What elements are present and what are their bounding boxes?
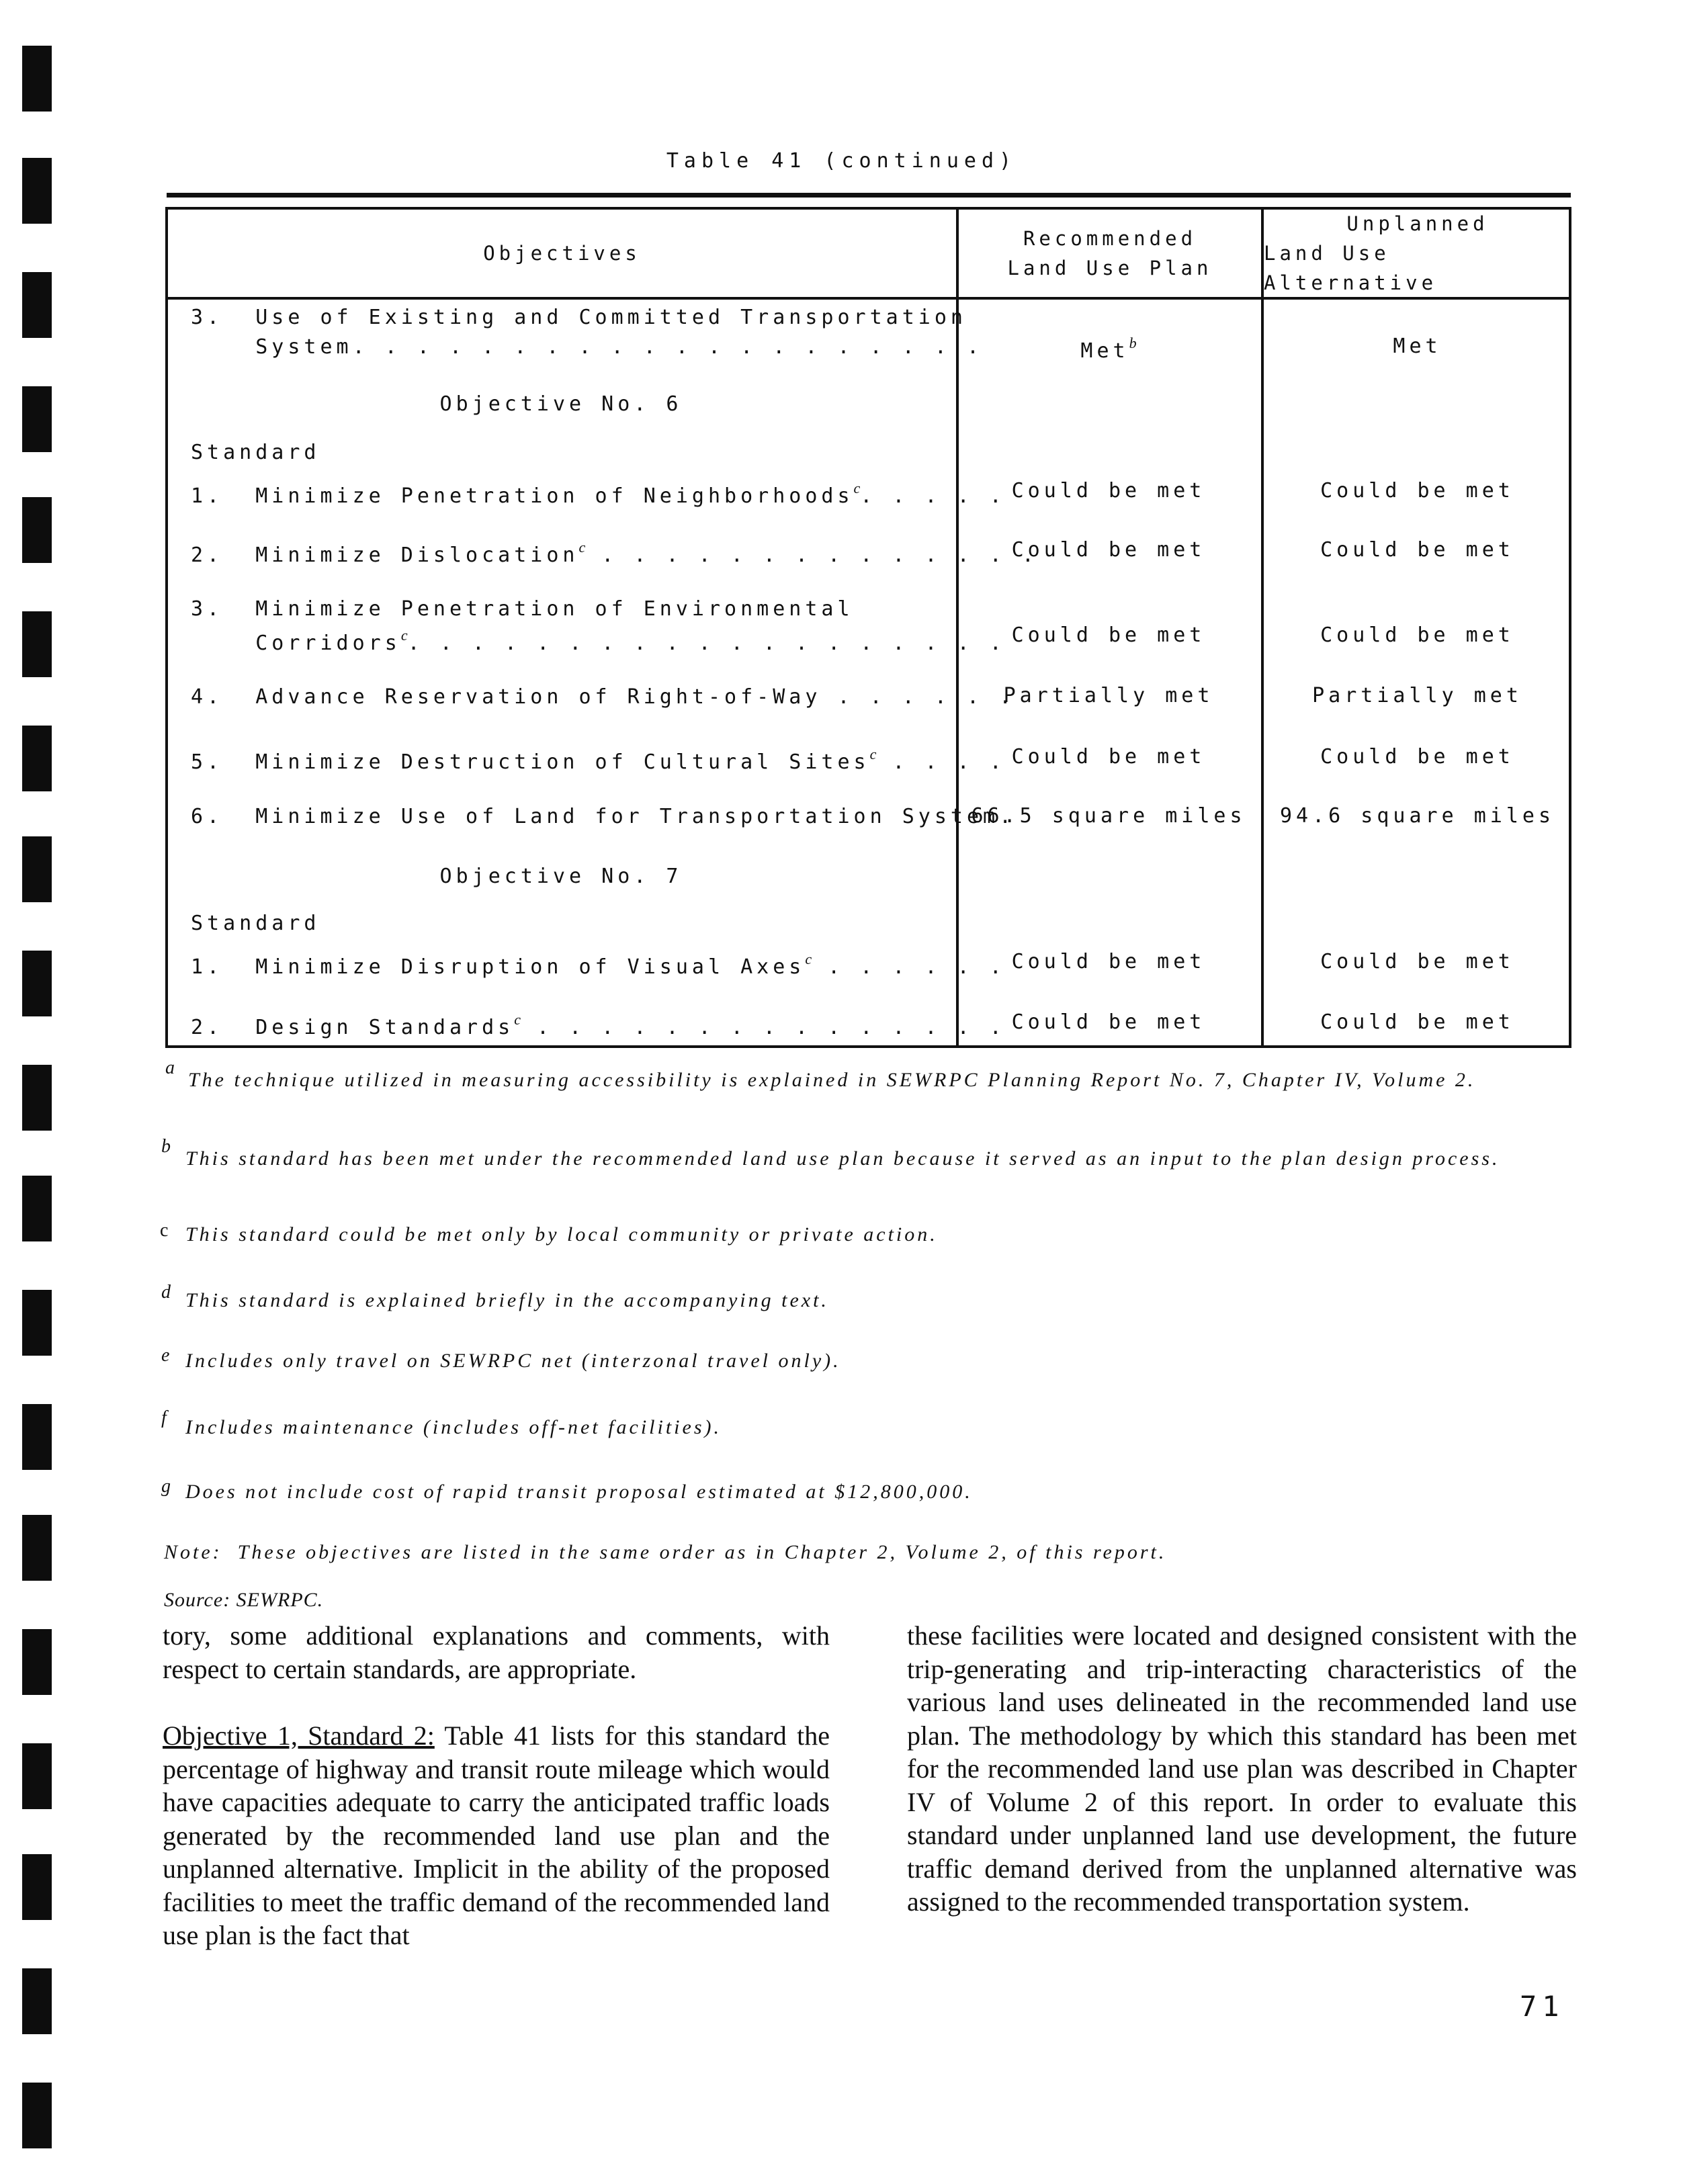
table-source: Source: SEWRPC. — [164, 1589, 324, 1611]
footnote-ref: c — [514, 1011, 521, 1028]
binding-mark — [22, 726, 52, 791]
binding-mark — [22, 1629, 52, 1695]
paragraph-heading: Objective 1, Standard 2: — [163, 1720, 435, 1751]
header-recommended-line1: Recommended — [1023, 227, 1197, 250]
body-paragraph: these facilities were located and designed consistent with the trip-generating and trip-interacting characteristics of the various land uses delineated in the recommended land use plan. The methodology by which this standard has been met for the recommended land use plan was described in Chapter IV of Volume 2 of this report. In order to evaluate this standard under unplanned land use development, the future traffic demand derived from the unplanned alternative was assigned to the recommended transportation system. — [907, 1620, 1577, 1917]
binding-mark — [22, 1515, 52, 1581]
footnote-text: Does not include cost of rapid transit proposal estimated at $12,800,000. — [185, 1481, 973, 1503]
footnote-mark: b — [161, 1136, 171, 1157]
recommended-value: Could be met — [1011, 950, 1206, 973]
binding-mark — [22, 2083, 52, 2148]
leader-dots: . . . . . . — [812, 955, 1006, 979]
recommended-value — [957, 335, 1260, 363]
objective-text — [191, 746, 1006, 774]
binding-mark — [22, 1854, 52, 1920]
leader-dots: . . . . . . . . . . . . . . — [585, 543, 1038, 567]
recommended-value: Partially met — [1003, 684, 1214, 707]
recommended-value: Could be met — [1011, 479, 1206, 503]
footnote-mark: g — [161, 1476, 171, 1497]
footnote-f — [161, 1407, 1596, 1440]
paragraph-text: Table 41 lists for this standard the percentage of highway and transit route mileage which would have capacities adequate to carry the anticipated traffic loads generated by the recommended land use plan and the unplanned alternative. Implicit in the ability of the proposed facilities to meet the traffic demand of the recommended land use plan is the fact that — [163, 1720, 830, 1950]
body-right-column — [907, 1619, 1577, 1919]
body-paragraph: tory, some additional explanations and comments, with respect to certain standards, are appropriate. — [163, 1620, 830, 1684]
recommended-value: Could be met — [1011, 745, 1206, 769]
objective-text — [191, 539, 1038, 567]
body-paragraph — [163, 1719, 830, 1952]
unplanned-value: Could be met — [1320, 538, 1514, 562]
table-caption: Table 41 (continued) — [666, 149, 1017, 173]
header-unplanned-line1: Unplanned — [1346, 212, 1489, 235]
objective-text — [191, 627, 1006, 655]
footnote-ref: c — [400, 627, 408, 644]
footnote-ref: c — [853, 480, 861, 496]
leader-dots: . . . . . — [860, 484, 1006, 508]
binding-mark — [22, 1290, 52, 1356]
header-unplanned-line2: Land Use Alternative — [1264, 242, 1438, 294]
objective-text — [191, 480, 1006, 508]
header-recommended — [959, 210, 1261, 297]
footnote-text: This standard could be met only by local community or private action. — [185, 1223, 938, 1246]
footnote-d — [161, 1282, 1596, 1313]
objective-text: 6. Minimize Use of Land for Transportation System. — [191, 805, 1016, 828]
value-text: Met — [1080, 339, 1129, 363]
binding-mark — [22, 497, 52, 563]
binding-mark — [22, 1743, 52, 1809]
footnote-ref: c — [805, 951, 812, 967]
leader-dots: . . . . — [876, 750, 1006, 774]
unplanned-value: Could be met — [1320, 479, 1514, 503]
footnote-a — [165, 1057, 1572, 1092]
objective-text: 4. Advance Reservation of Right-of-Way . . . . . . — [191, 685, 1016, 709]
footnote-e — [161, 1345, 1596, 1373]
recommended-value: Could be met — [1011, 538, 1206, 562]
objective-heading: Objective No. 7 — [439, 865, 683, 888]
binding-mark — [22, 1404, 52, 1470]
binding-mark — [22, 272, 52, 338]
binding-mark — [22, 1065, 52, 1131]
footnote-text: This standard is explained briefly in the accompanying text. — [185, 1289, 829, 1311]
footnote-text: Includes maintenance (includes off-net facilities). — [185, 1416, 722, 1438]
header-recommended-line2: Land Use Plan — [1007, 257, 1213, 279]
unplanned-value: Partially met — [1312, 684, 1522, 707]
page-number: 71 — [1520, 1990, 1565, 2023]
body-left-column — [163, 1619, 830, 1952]
header-unplanned — [1264, 210, 1571, 297]
objective-text: 3. Minimize Penetration of Environmental — [191, 597, 854, 621]
footnote-mark: e — [161, 1345, 170, 1366]
binding-mark — [22, 611, 52, 677]
standard-text: 2. Minimize Dislocation — [191, 543, 579, 567]
table-note: Note: These objectives are listed in the same order as in Chapter 2, Volume 2, of this report. — [164, 1541, 1167, 1563]
unplanned-value: Met — [1393, 335, 1442, 358]
footnote-mark: d — [161, 1282, 171, 1303]
footnote-text: Includes only travel on SEWRPC net (interzonal travel only). — [185, 1350, 841, 1372]
unplanned-value: Could be met — [1320, 1010, 1514, 1034]
binding-mark — [22, 386, 52, 452]
binding-mark — [22, 1176, 52, 1241]
footnote-text: This standard has been met under the recommended land use plan because it served as an input to the plan design process. — [185, 1147, 1500, 1170]
header-objectives — [168, 210, 956, 297]
objective-text — [191, 951, 1006, 979]
top-rule — [167, 193, 1571, 198]
standard-text: Corridors — [191, 631, 401, 655]
standard-text: 2. Design Standards — [191, 1016, 515, 1039]
binding-mark — [22, 951, 52, 1016]
standard-text: 5. Minimize Destruction of Cultural Sites — [191, 750, 870, 774]
unplanned-value: Could be met — [1320, 623, 1514, 647]
footnote-text: The technique utilized in measuring accessibility is explained in SEWRPC Planning Report No. 7, Chapter IV, Volume 2. — [188, 1069, 1476, 1091]
leader-dots: . . . . . . . . . . . . . . . . . . . — [407, 631, 1006, 655]
footnote-ref: b — [1129, 335, 1137, 351]
objective-text — [191, 1011, 1006, 1039]
footnote-g — [161, 1476, 1596, 1504]
footnote-mark: a — [165, 1057, 175, 1078]
footnote-c — [160, 1220, 1596, 1247]
unplanned-value: 94.6 square miles — [1279, 804, 1555, 828]
footnote-ref: c — [578, 539, 586, 556]
objectives-table — [165, 207, 1571, 1048]
objective-text: 3. Use of Existing and Committed Transportation — [191, 306, 967, 329]
binding-mark — [22, 1968, 52, 2034]
footnote-mark: f — [161, 1407, 167, 1428]
standard-text: 1. Minimize Penetration of Neighborhoods — [191, 484, 854, 508]
unplanned-value: Could be met — [1320, 745, 1514, 769]
binding-mark — [22, 836, 52, 902]
footnote-mark: c — [160, 1220, 169, 1241]
standard-label: Standard — [191, 441, 320, 464]
standard-text: 1. Minimize Disruption of Visual Axes — [191, 955, 806, 979]
footnote-ref: c — [869, 746, 877, 762]
recommended-value: 66.5 square miles — [971, 804, 1246, 828]
standard-label: Standard — [191, 912, 320, 935]
header-objectives-label: Objectives — [483, 242, 641, 265]
recommended-value: Could be met — [1011, 1010, 1206, 1034]
leader-dots: . . . . . . . . . . . . . . . — [521, 1016, 1006, 1039]
objective-text: System. . . . . . . . . . . . . . . . . . . . — [191, 335, 984, 359]
objective-heading: Objective No. 6 — [439, 392, 683, 416]
footnote-b — [161, 1136, 1572, 1171]
recommended-value: Could be met — [1011, 623, 1206, 647]
unplanned-value: Could be met — [1320, 950, 1514, 973]
binding-mark — [22, 46, 52, 112]
